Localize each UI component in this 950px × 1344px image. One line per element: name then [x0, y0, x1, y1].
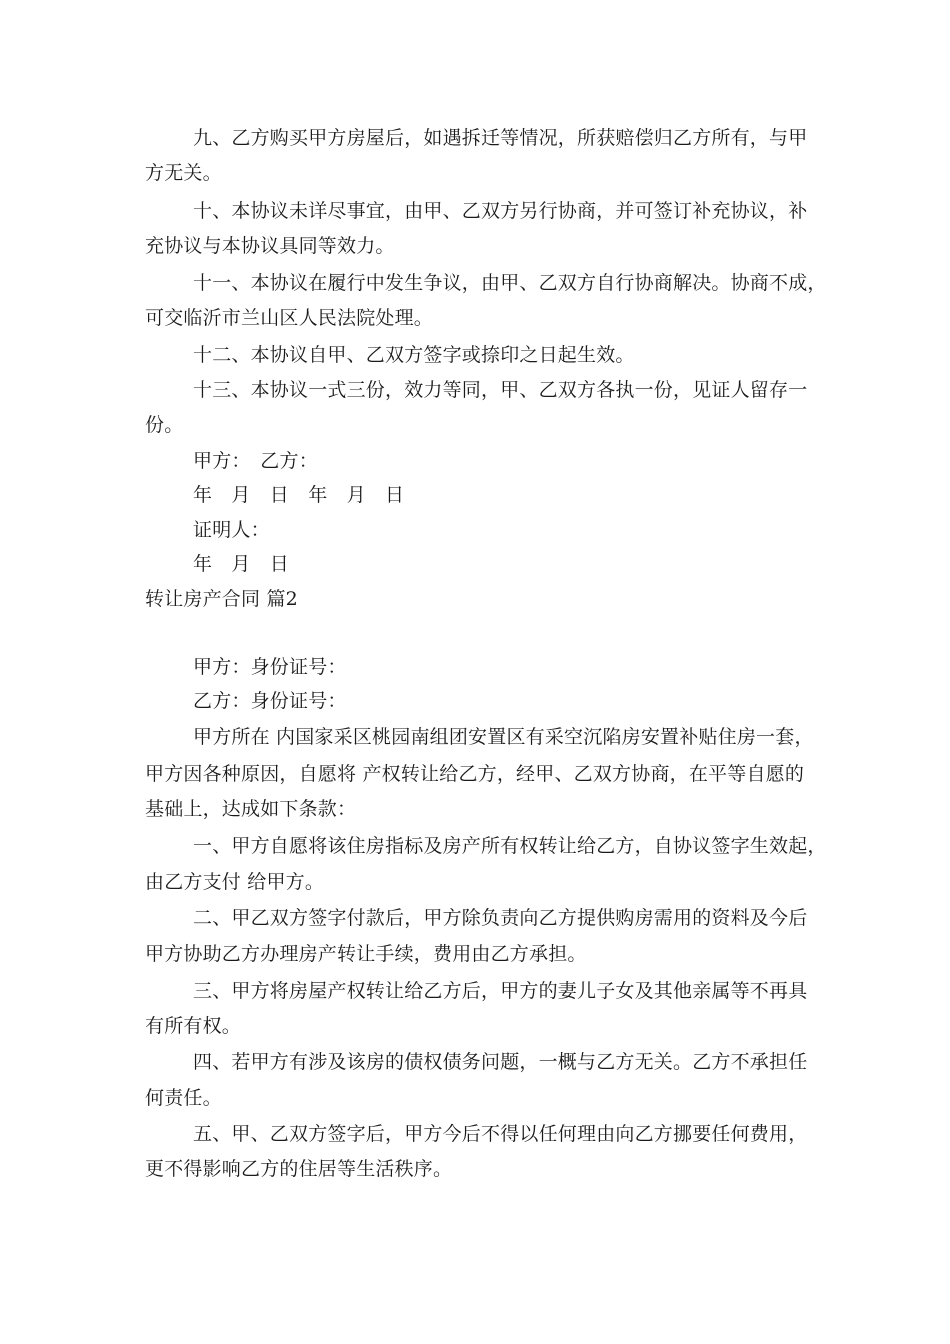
- clause-2-line-1: 二、甲乙双方签字付款后，甲方除负责向乙方提供购房需用的资料及今后: [193, 907, 808, 929]
- clause-11-line-2: 可交临沂市兰山区人民法院处理。: [145, 307, 434, 329]
- clause-9-line-1: 九、乙方购买甲方房屋后，如遇拆迁等情况，所获赔偿归乙方所有，与甲: [193, 127, 808, 149]
- clause-1-line-2: 由乙方支付 给甲方。: [145, 871, 325, 893]
- clause-11-line-1: 十一、本协议在履行中发生争议，由甲、乙双方自行协商解决。协商不成，: [193, 272, 827, 294]
- witness-label: 证明人：: [193, 519, 270, 541]
- clause-1-line-1: 一、甲方自愿将该住房指标及房产所有权转让给乙方，自协议签字生效起，: [193, 835, 827, 857]
- witness-date: 年 月 日: [193, 553, 290, 575]
- party-a-id: 甲方：身份证号：: [193, 656, 347, 678]
- clause-4-line-2: 何责任。: [145, 1087, 222, 1109]
- clause-10-line-2: 充协议与本协议具同等效力。: [145, 235, 395, 257]
- clause-9-line-2: 方无关。: [145, 162, 222, 184]
- party-b-id: 乙方：身份证号：: [193, 690, 347, 712]
- clause-4-line-1: 四、若甲方有涉及该房的债权债务问题，一概与乙方无关。乙方不承担任: [193, 1051, 808, 1073]
- clause-13-line-1: 十三、本协议一式三份，效力等同，甲、乙双方各执一份，见证人留存一: [193, 379, 808, 401]
- clause-12: 十二、本协议自甲、乙双方签字或捺印之日起生效。: [193, 344, 635, 366]
- intro-line-2: 甲方因各种原因，自愿将 产权转让给乙方，经甲、乙双方协商，在平等自愿的: [145, 763, 805, 785]
- clause-3-line-2: 有所有权。: [145, 1015, 242, 1037]
- section-heading: 转让房产合同 篇2: [145, 588, 298, 610]
- clause-5-line-2: 更不得影响乙方的住居等生活秩序。: [145, 1158, 453, 1180]
- signature-parties: 甲方： 乙方：: [193, 450, 318, 472]
- clause-3-line-1: 三、甲方将房屋产权转让给乙方后，甲方的妻儿子女及其他亲属等不再具: [193, 980, 808, 1002]
- intro-line-1: 甲方所在 内国家采区桃园南组团安置区有采空沉陷房安置补贴住房一套，: [193, 726, 814, 748]
- clause-13-line-2: 份。: [145, 414, 184, 436]
- clause-10-line-1: 十、本协议未详尽事宜，由甲、乙双方另行协商，并可签订补充协议，补: [193, 200, 808, 222]
- clause-2-line-2: 甲方协助乙方办理房产转让手续，费用由乙方承担。: [145, 943, 587, 965]
- intro-line-3: 基础上，达成如下条款：: [145, 798, 357, 820]
- clause-5-line-1: 五、甲、乙双方签字后，甲方今后不得以任何理由向乙方挪要任何费用，: [193, 1123, 808, 1145]
- signature-dates: 年 月 日 年 月 日: [193, 484, 405, 506]
